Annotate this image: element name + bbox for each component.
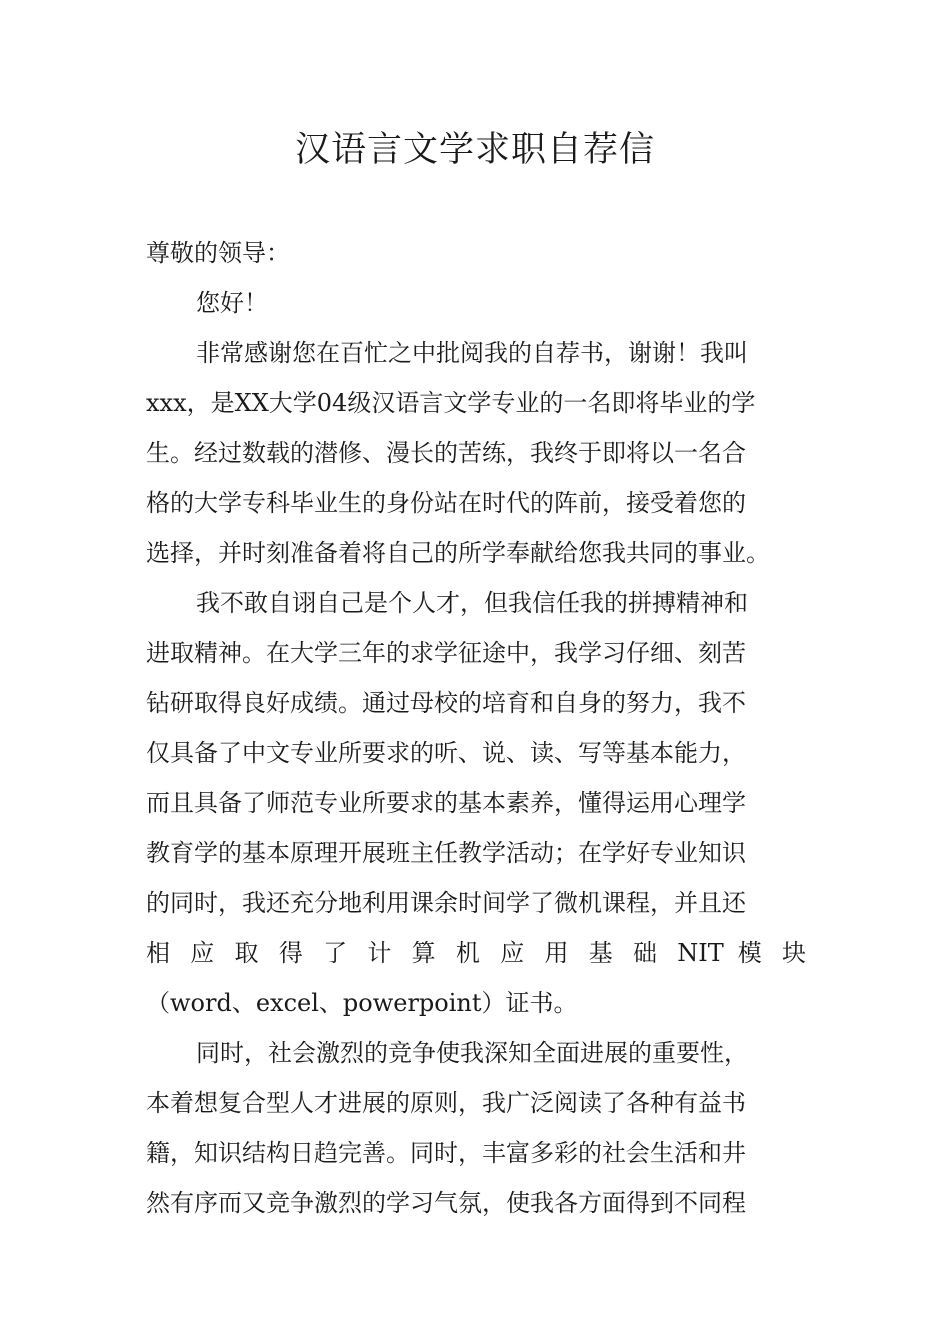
paragraph-1-line: 格的大学专科毕业生的身份站在时代的阵前，接受着您的	[146, 489, 746, 517]
paragraph-3-line: 籍，知识结构日趋完善。同时，丰富多彩的社会生活和井	[146, 1139, 746, 1167]
paragraph-2-line: 而且具备了师范专业所要求的基本素养，懂得运用心理学	[146, 789, 746, 817]
paragraph-3-line: 同时，社会激烈的竞争使我深知全面进展的重要性，	[196, 1039, 748, 1067]
document-title: 汉语言文学求职自荐信	[294, 130, 655, 170]
paragraph-2-line: （word、excel、powerpoint）证书。	[146, 989, 578, 1017]
paragraph-2-line: 教育学的基本原理开展班主任教学活动；在学好专业知识	[146, 839, 746, 867]
greeting: 您好！	[196, 289, 268, 317]
letter-body	[146, 228, 806, 1228]
paragraph-2-line: 的同时，我还充分地利用课余时间学了微机课程，并且还	[146, 889, 746, 917]
paragraph-1-line: 生。经过数载的潜修、漫长的苦练，我终于即将以一名合	[146, 439, 746, 467]
paragraph-3-line: 然有序而又竞争激烈的学习气氛，使我各方面得到不同程	[146, 1189, 746, 1217]
paragraph-1-line: 非常感谢您在百忙之中批阅我的自荐书，谢谢！我叫	[196, 339, 748, 367]
paragraph-2-line: 相 应 取 得 了 计 算 机 应 用 基 础 NIT 模 块	[146, 939, 806, 967]
paragraph-2-line: 仅具备了中文专业所要求的听、说、读、写等基本能力，	[146, 739, 746, 767]
paragraph-1-line: 选择，并时刻准备着将自己的所学奉献给您我共同的事业。	[146, 539, 770, 567]
paragraph-1-line: xxx，是XX大学04级汉语言文学专业的一名即将毕业的学	[146, 389, 756, 417]
paragraph-2-line: 我不敢自诩自己是个人才，但我信任我的拼搏精神和	[196, 589, 748, 617]
salutation: 尊敬的领导：	[146, 239, 290, 267]
paragraph-2-line: 进取精神。在大学三年的求学征途中，我学习仔细、刻苦	[146, 639, 746, 667]
paragraph-3-line: 本着想复合型人才进展的原则，我广泛阅读了各种有益书	[146, 1089, 746, 1117]
paragraph-2-line: 钻研取得良好成绩。通过母校的培育和自身的努力，我不	[146, 689, 746, 717]
